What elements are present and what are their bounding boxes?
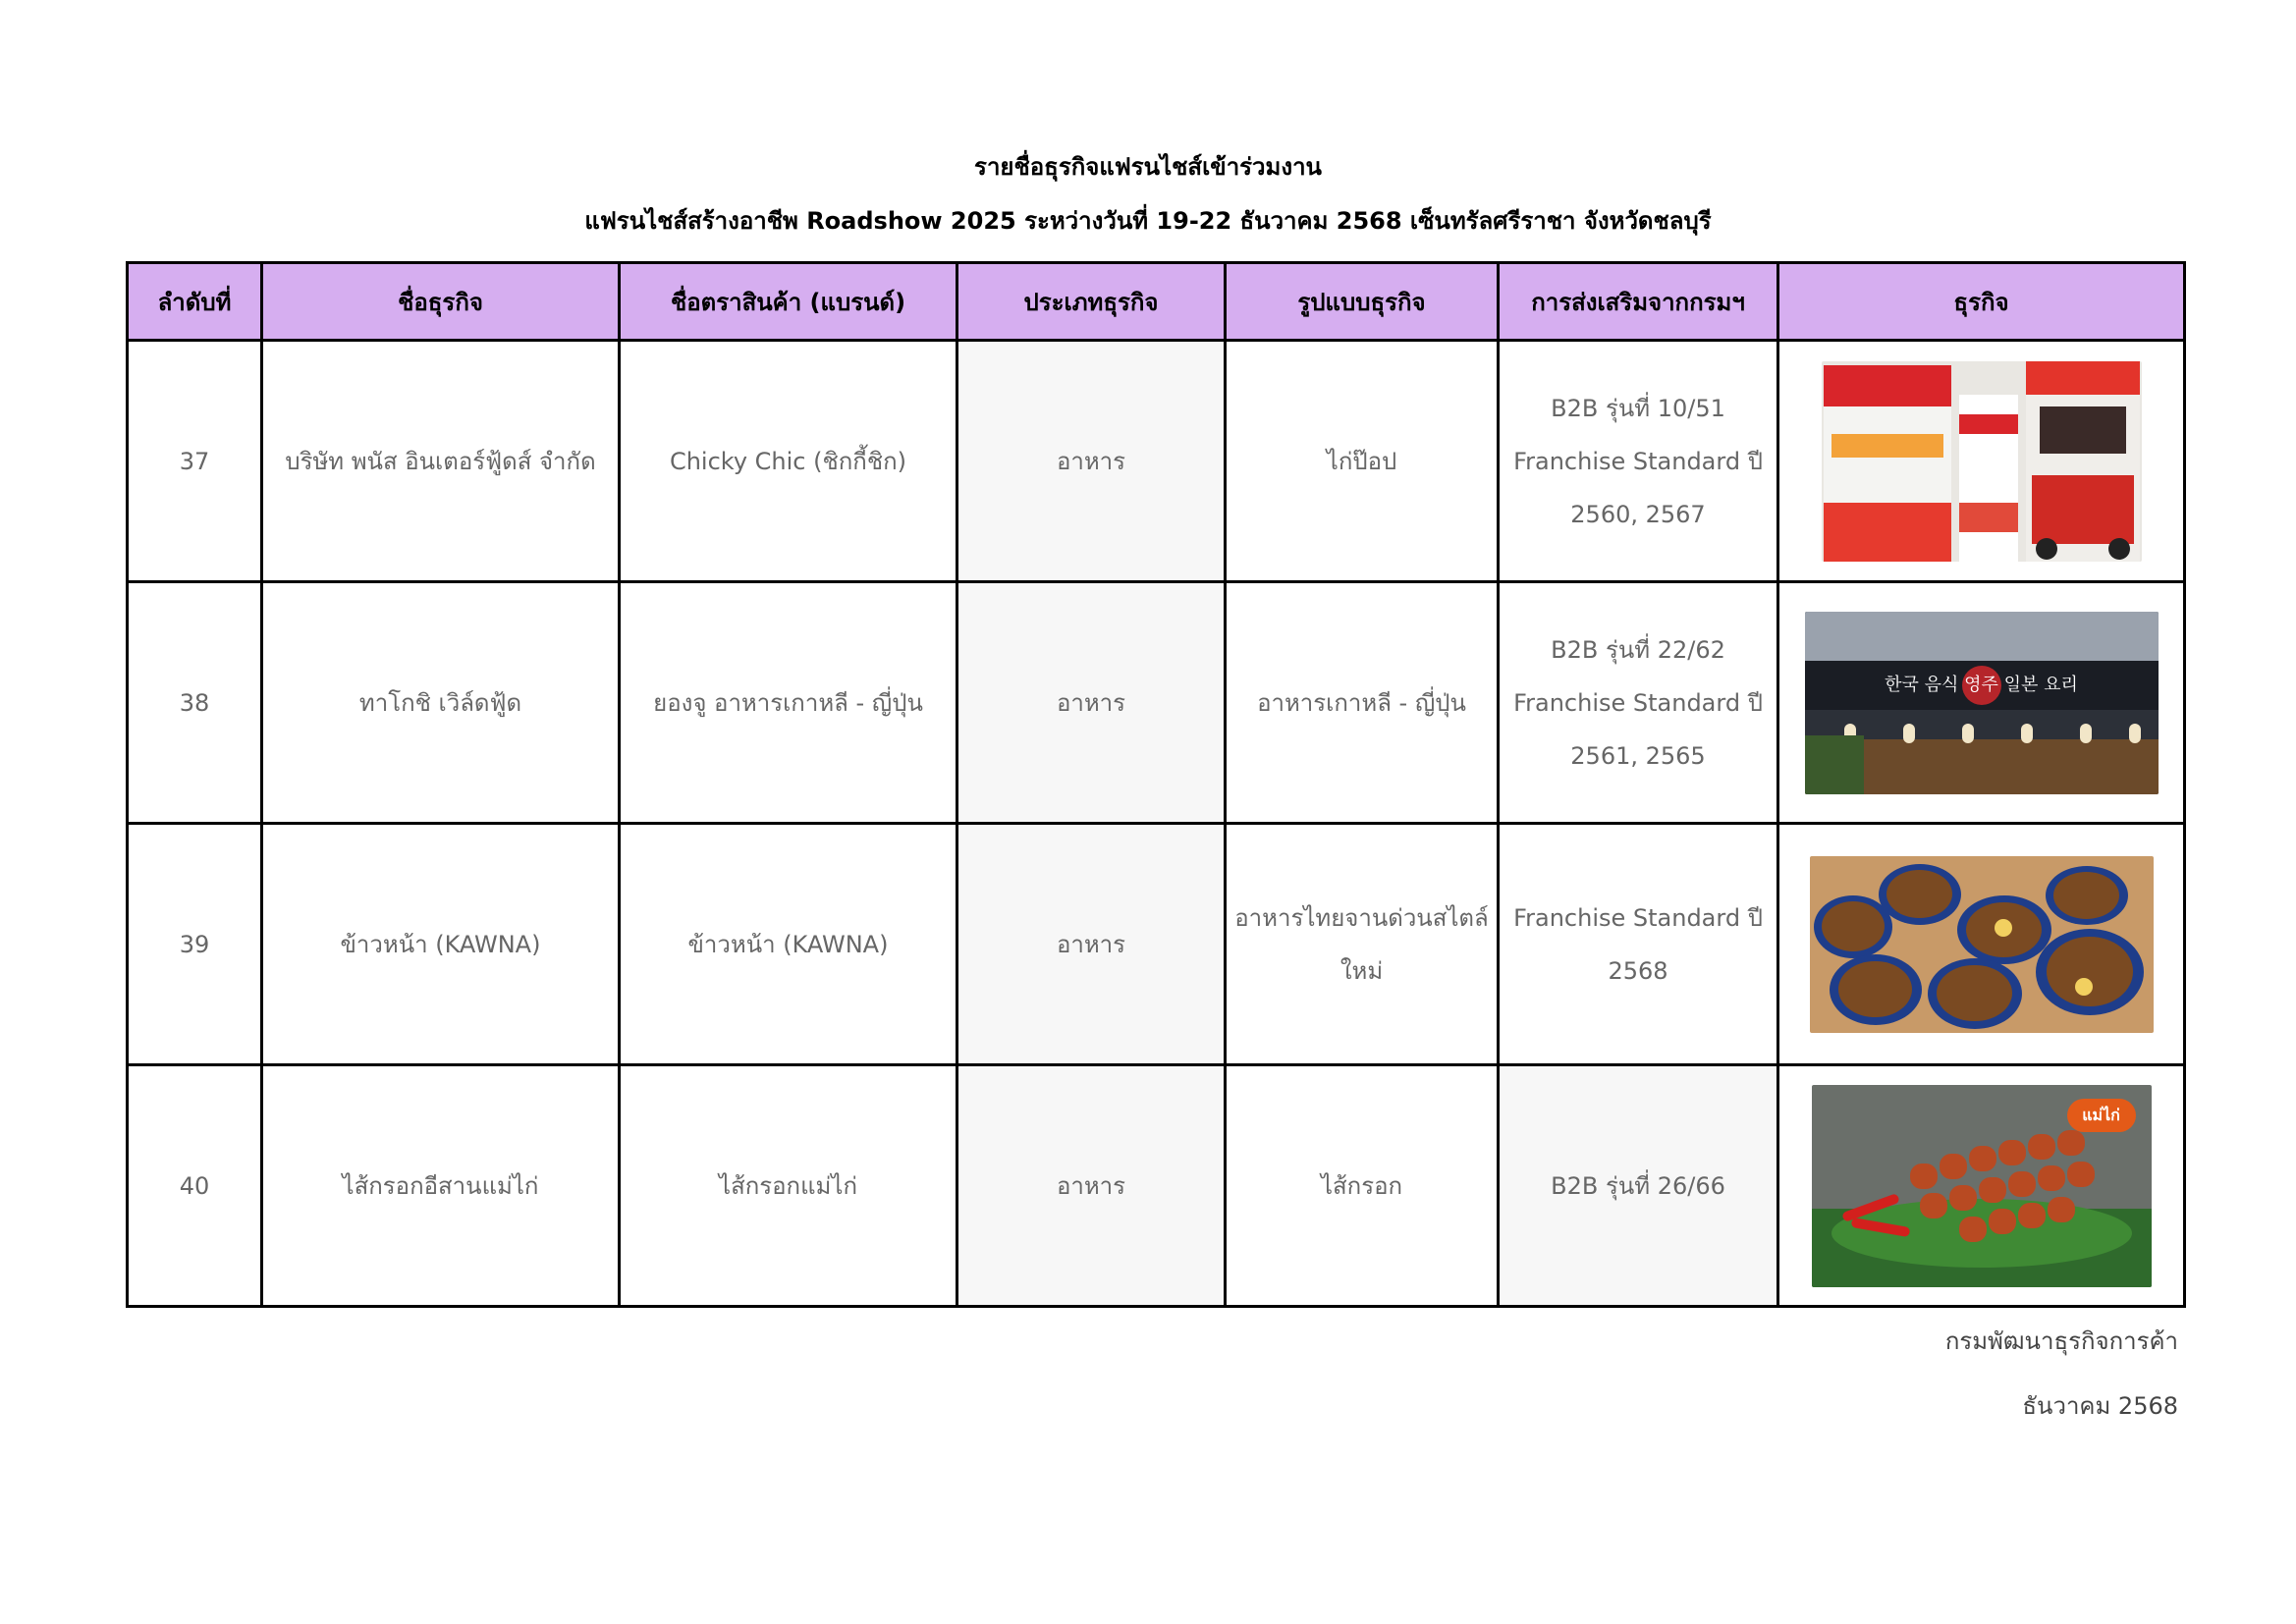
table-row bbox=[128, 1065, 2185, 1307]
table-header-row bbox=[128, 263, 2185, 341]
promotion-line: 2561, 2565 bbox=[1570, 741, 1706, 770]
promotion-line: B2B รุ่นที่ 26/66 bbox=[1551, 1171, 1725, 1200]
header-brand: ชื่อตราสินค้า (แบรนด์) bbox=[620, 263, 957, 341]
cell-brand: Chicky Chic (ชิกกี้ชิก) bbox=[620, 341, 957, 582]
rice-bowls-photo bbox=[1810, 856, 2154, 1033]
sausage-platter-photo bbox=[1812, 1085, 2152, 1287]
cell-business-image bbox=[1778, 582, 2185, 824]
cell-business-image bbox=[1778, 341, 2185, 582]
cell-business-image bbox=[1778, 1065, 2185, 1307]
cell-business-format bbox=[1226, 582, 1499, 824]
cell-brand: ข้าวหน้า (KAWNA) bbox=[620, 824, 957, 1065]
cell-no: 40 bbox=[128, 1065, 262, 1307]
promotion-line: Franchise Standard ปี bbox=[1513, 447, 1763, 475]
promotion-line: Franchise Standard ปี bbox=[1513, 688, 1763, 717]
table-row bbox=[128, 341, 2185, 582]
cell-promotion bbox=[1499, 1065, 1778, 1307]
cell-business-type: อาหาร bbox=[957, 582, 1226, 824]
table-row bbox=[128, 824, 2185, 1065]
promotion-line: B2B รุ่นที่ 22/62 bbox=[1551, 635, 1725, 664]
promotion-line: 2560, 2567 bbox=[1570, 500, 1706, 528]
header-promotion: การส่งเสริมจากกรมฯ bbox=[1499, 263, 1778, 341]
brand-logo-badge: แม่ไก่ bbox=[2067, 1099, 2136, 1132]
cell-promotion bbox=[1499, 341, 1778, 582]
footer-department: กรมพัฒนาธุรกิจการค้า bbox=[1944, 1327, 2178, 1355]
cell-business-format bbox=[1226, 1065, 1499, 1307]
header-business-name: ชื่อธุรกิจ bbox=[262, 263, 620, 341]
cell-promotion bbox=[1499, 824, 1778, 1065]
format-line: อาหารเกาหลี - ญี่ปุ่น bbox=[1257, 688, 1466, 717]
cell-business-name: ทาโกชิ เวิล์ดฟู้ด bbox=[262, 582, 620, 824]
format-line: อาหารไทยจานด่วนสไตล์ bbox=[1234, 903, 1489, 932]
header-no: ลำดับที่ bbox=[128, 263, 262, 341]
header-business-image: ธุรกิจ bbox=[1778, 263, 2185, 341]
header-business-type: ประเภทธุรกิจ bbox=[957, 263, 1226, 341]
format-line: ไก่ป๊อป bbox=[1326, 447, 1397, 475]
cell-business-type: อาหาร bbox=[957, 824, 1226, 1065]
facade-sign-text: 한국 음식 영주 일본 요리 bbox=[1885, 674, 2078, 695]
cell-business-format bbox=[1226, 824, 1499, 1065]
format-line: ไส้กรอก bbox=[1320, 1171, 1403, 1200]
cell-no: 37 bbox=[128, 341, 262, 582]
cell-promotion bbox=[1499, 582, 1778, 824]
footer-date: ธันวาคม 2568 bbox=[2022, 1392, 2178, 1420]
franchise-table bbox=[126, 261, 2186, 1308]
cell-no: 39 bbox=[128, 824, 262, 1065]
cell-business-name: ไส้กรอกอีสานแม่ไก่ bbox=[262, 1065, 620, 1307]
table-row bbox=[128, 582, 2185, 824]
cell-business-name: บริษัท พนัส อินเตอร์ฟู้ดส์ จำกัด bbox=[262, 341, 620, 582]
cell-brand: ยองจู อาหารเกาหลี - ญี่ปุ่น bbox=[620, 582, 957, 824]
page-title: รายชื่อธุรกิจแฟรนไชส์เข้าร่วมงาน bbox=[974, 153, 1322, 181]
cell-business-type: อาหาร bbox=[957, 341, 1226, 582]
header-business-format: รูปแบบธุรกิจ bbox=[1226, 263, 1499, 341]
food-cart-photo bbox=[1822, 361, 2142, 562]
cell-business-name: ข้าวหน้า (KAWNA) bbox=[262, 824, 620, 1065]
promotion-line: 2568 bbox=[1608, 956, 1668, 985]
format-line: ใหม่ bbox=[1339, 956, 1384, 985]
page-subtitle: แฟรนไชส์สร้างอาชีพ Roadshow 2025 ระหว่างวันที่ 19-22 ธันวาคม 2568 เซ็นทรัลศรีราชา จังหวัดชลบุรี bbox=[584, 207, 1712, 235]
promotion-line: Franchise Standard ปี bbox=[1513, 903, 1763, 932]
cell-business-format bbox=[1226, 341, 1499, 582]
cell-business-image bbox=[1778, 824, 2185, 1065]
promotion-line: B2B รุ่นที่ 10/51 bbox=[1551, 394, 1725, 422]
cell-no: 38 bbox=[128, 582, 262, 824]
restaurant-facade-photo bbox=[1805, 612, 2159, 794]
cell-brand: ไส้กรอกแม่ไก่ bbox=[620, 1065, 957, 1307]
cell-business-type: อาหาร bbox=[957, 1065, 1226, 1307]
